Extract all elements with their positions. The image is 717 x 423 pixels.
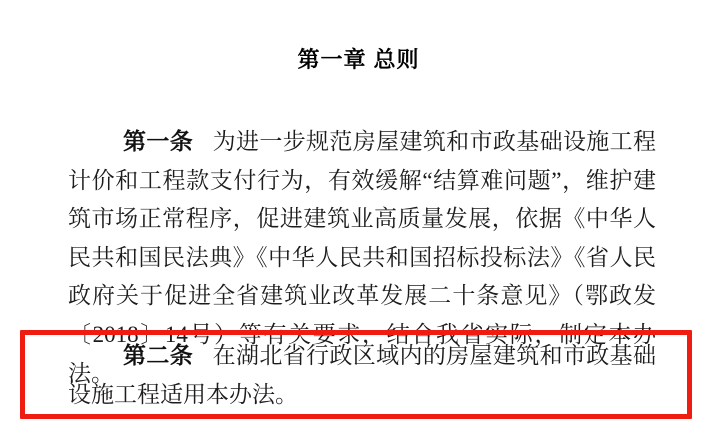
article-1-text: 为进一步规范房屋建筑和市政基础设施工程计价和工程款支付行为，有效缓解“结算难问题”，维护建筑市场正常程序，促进建筑业高质量发展，依据《中华人民共和国民法典》《中华人民共和国招标投标法》《省人民政府关于促进全省建筑业改革发展二十条意见》（鄂政发〔2018〕14号）等有关要求，结合我省实际，制定本办法。 bbox=[68, 129, 657, 386]
article-2-label: 第二条 bbox=[123, 343, 194, 368]
article-1-label: 第一条 bbox=[123, 129, 194, 154]
red-highlight-annotation-box bbox=[20, 330, 692, 419]
article-2-text: 在湖北省行政区域内的房屋建筑和市政基础设施工程适用本办法。 bbox=[68, 343, 657, 407]
article-2-paragraph bbox=[68, 337, 656, 414]
chapter-title: 第一章 总则 bbox=[297, 47, 420, 72]
